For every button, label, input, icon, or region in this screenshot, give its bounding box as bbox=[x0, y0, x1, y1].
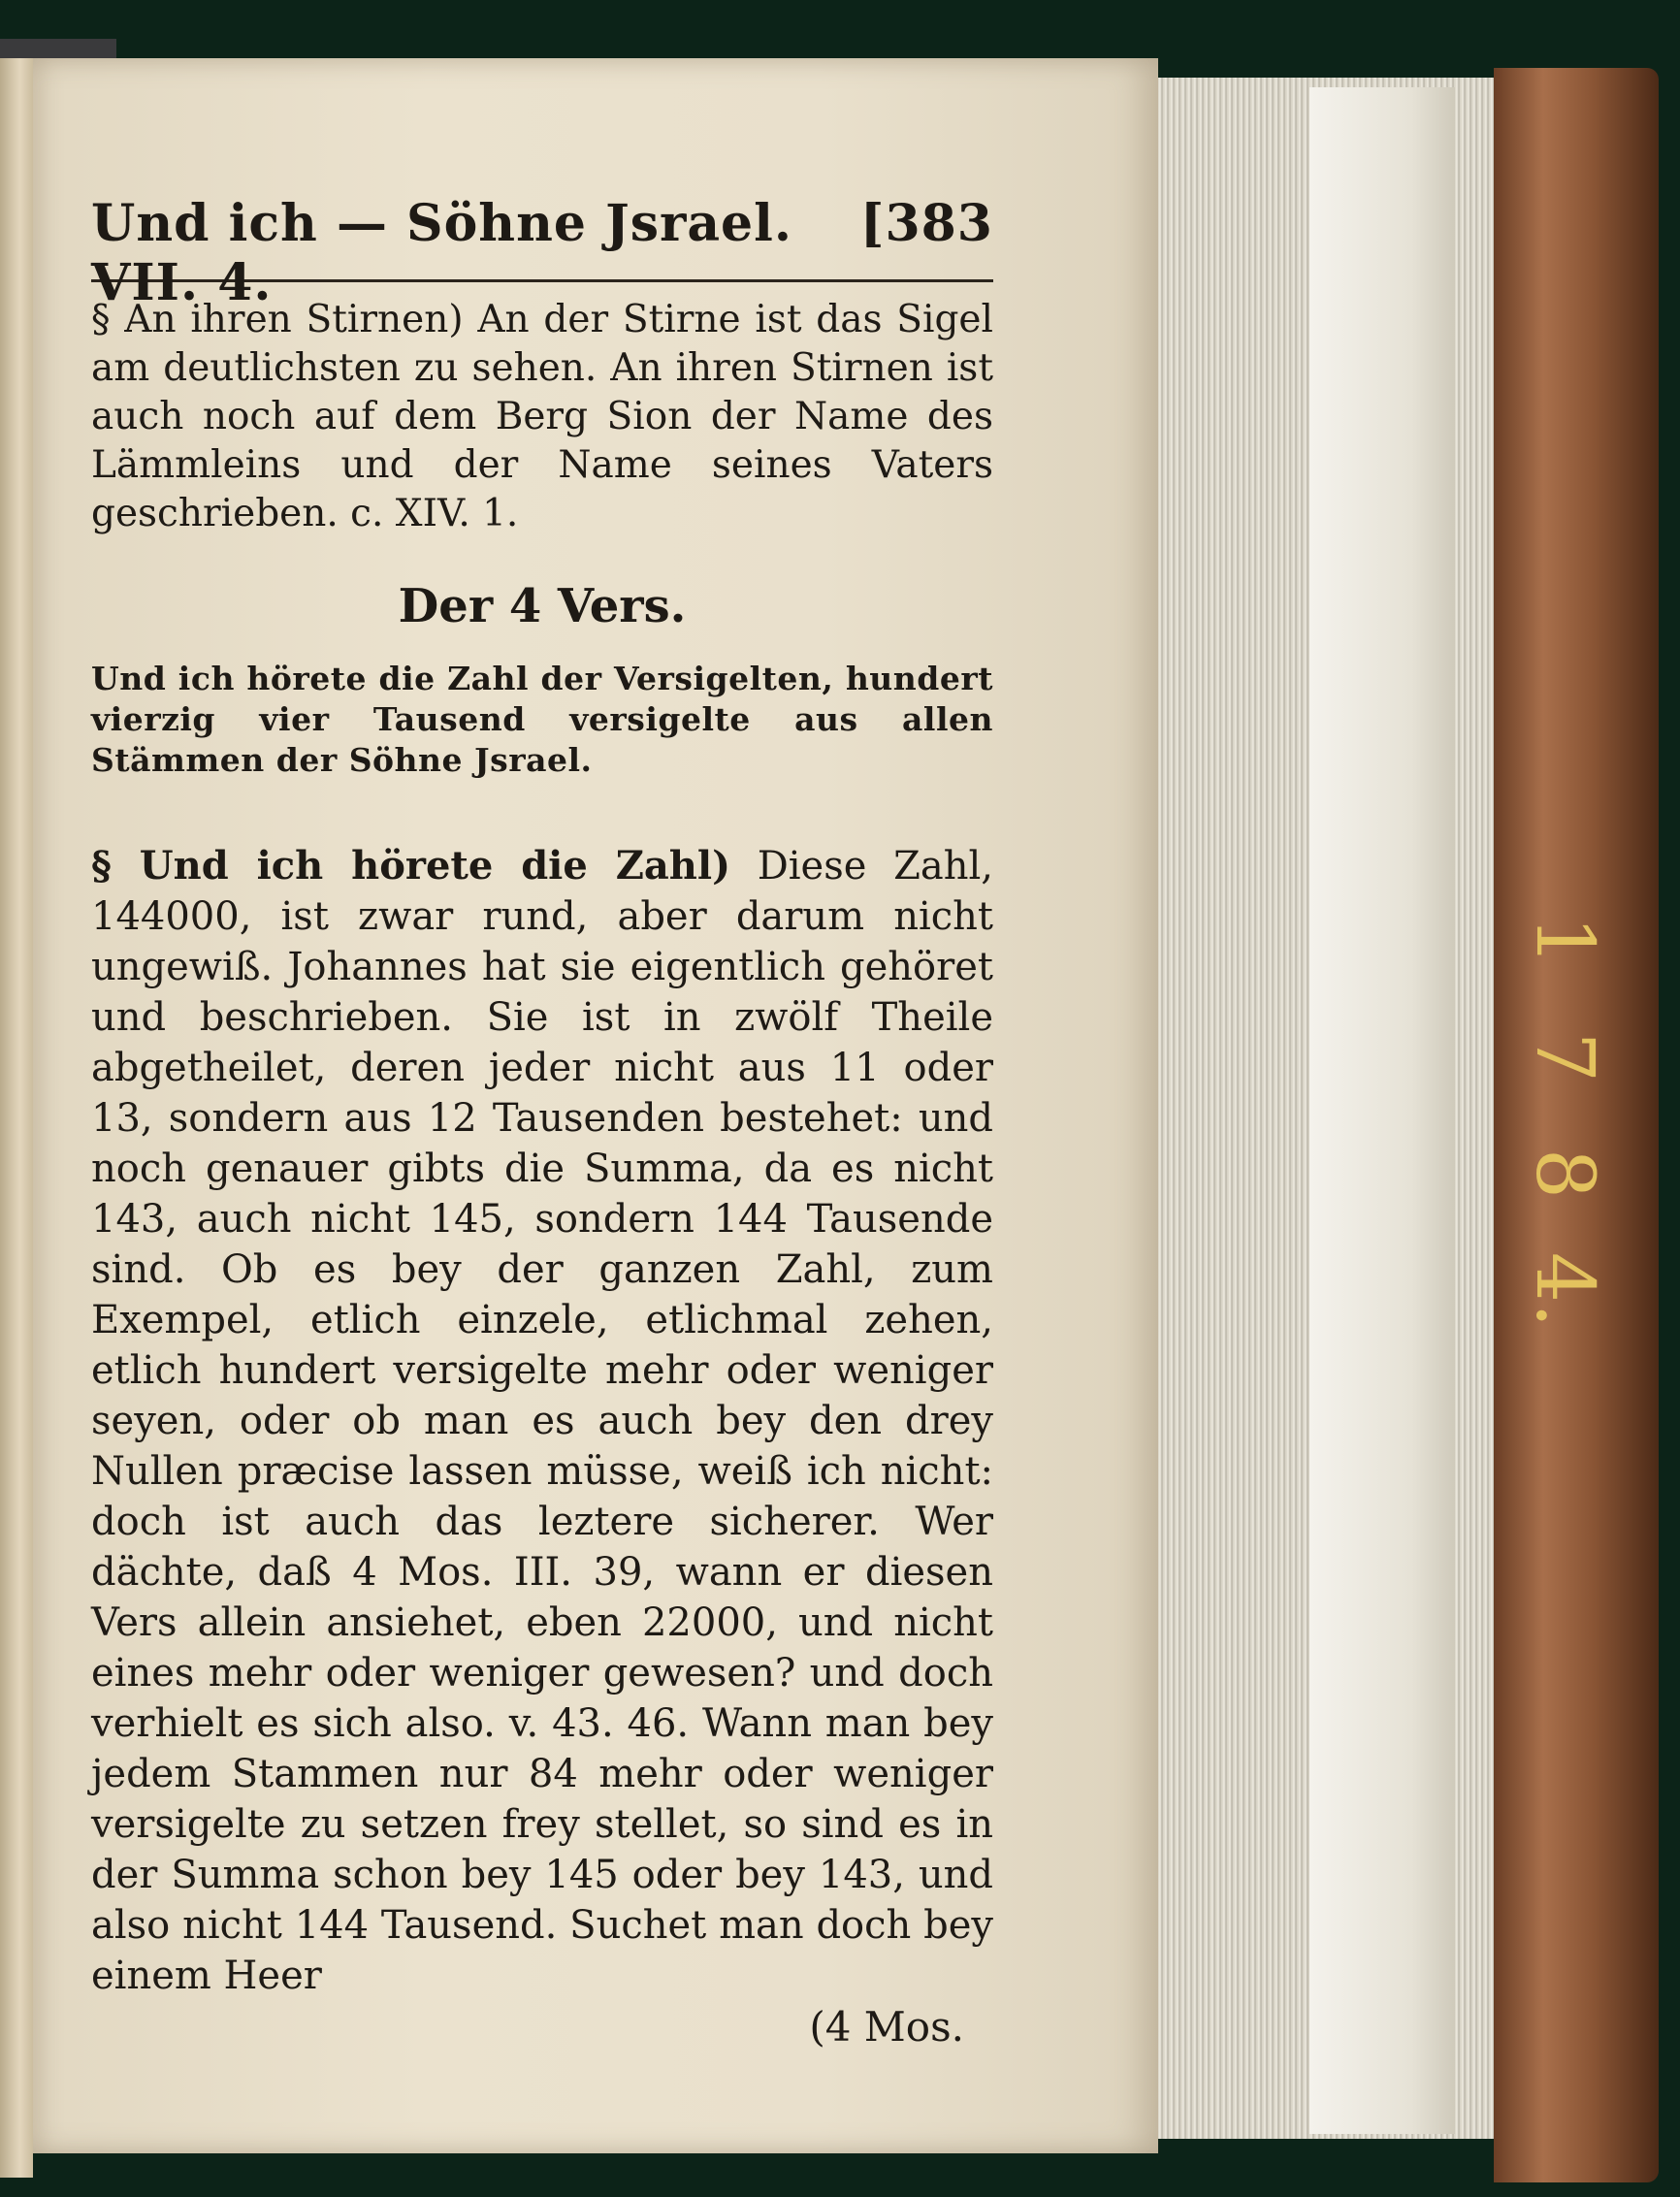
catchword: (4 Mos. bbox=[809, 2003, 964, 2051]
spine-digit: 4. bbox=[1518, 1251, 1610, 1329]
verse-heading: Der 4 Vers. bbox=[398, 579, 687, 633]
intro-paragraph: § An ihren Stirnen) An der Stirne ist das Sigel am deutlichsten zu sehen. An ihren Stirnen ist auch noch auf dem Berg Sion der Name des Lämmleins und der Name seines Vaters geschrieben. c. XIV. 1. bbox=[91, 298, 993, 535]
facing-page-edge bbox=[0, 58, 33, 2178]
page-block-highlight bbox=[1309, 87, 1455, 2134]
running-head-title: Und ich — Söhne Jsrael. VII. 4. bbox=[91, 194, 792, 312]
spine-digit: 8 bbox=[1517, 1147, 1610, 1200]
verse-text: Und ich hörete die Zahl der Versigelten, hundert vierzig vier Tausend versigelte aus allen Stämmen der Söhne Jsrael. bbox=[91, 660, 993, 779]
book-page bbox=[33, 58, 1158, 2153]
left-page-edge bbox=[0, 39, 116, 58]
commentary-paragraph bbox=[91, 841, 993, 2001]
spine-gilt-date bbox=[1517, 883, 1610, 1348]
page-text-block bbox=[91, 194, 993, 2051]
running-head bbox=[91, 194, 993, 312]
commentary-text: Diese Zahl, 144000, ist zwar rund, aber darum nicht ungewiß. Johannes hat sie eigentlich gehöret und beschrieben. Sie ist in zwölf Theile abgetheilet, deren jeder nicht aus 11 oder 13, sondern aus 12 Tausenden bestehet: und noch genauer gibts die Summa, da es nicht 143, auch nicht 145, sondern 144 Tausende sind. Ob es bey der ganzen Zahl, zum Exempel, etlich einzele, etlichmal zehen, etlich hundert versigelte mehr oder weniger seyen, oder ob man es auch bey den drey Nullen præcise lassen müsse, weiß ich nicht: doch ist auch das leztere sicherer. Wer dächte, daß 4 Mos. III. 39, wann er diesen Vers allein ansiehet, eben 22000, und nicht eines mehr oder weniger gewesen? und doch verhielt es sich also. v. 43. 46. Wann man bey jedem Stammen nur 84 mehr oder weniger versigelte zu setzen frey stellet, so sind es in der Summa schon bey 145 oder bey 143, und also nicht 144 Tausend. Suchet man doch bey einem Heer bbox=[91, 844, 993, 1998]
commentary-lemma: § Und ich hörete die Zahl) bbox=[91, 843, 731, 888]
page-number: [383 bbox=[859, 194, 993, 253]
spine-digit: 1 bbox=[1517, 915, 1610, 967]
spine-digit: 7 bbox=[1517, 1031, 1610, 1083]
